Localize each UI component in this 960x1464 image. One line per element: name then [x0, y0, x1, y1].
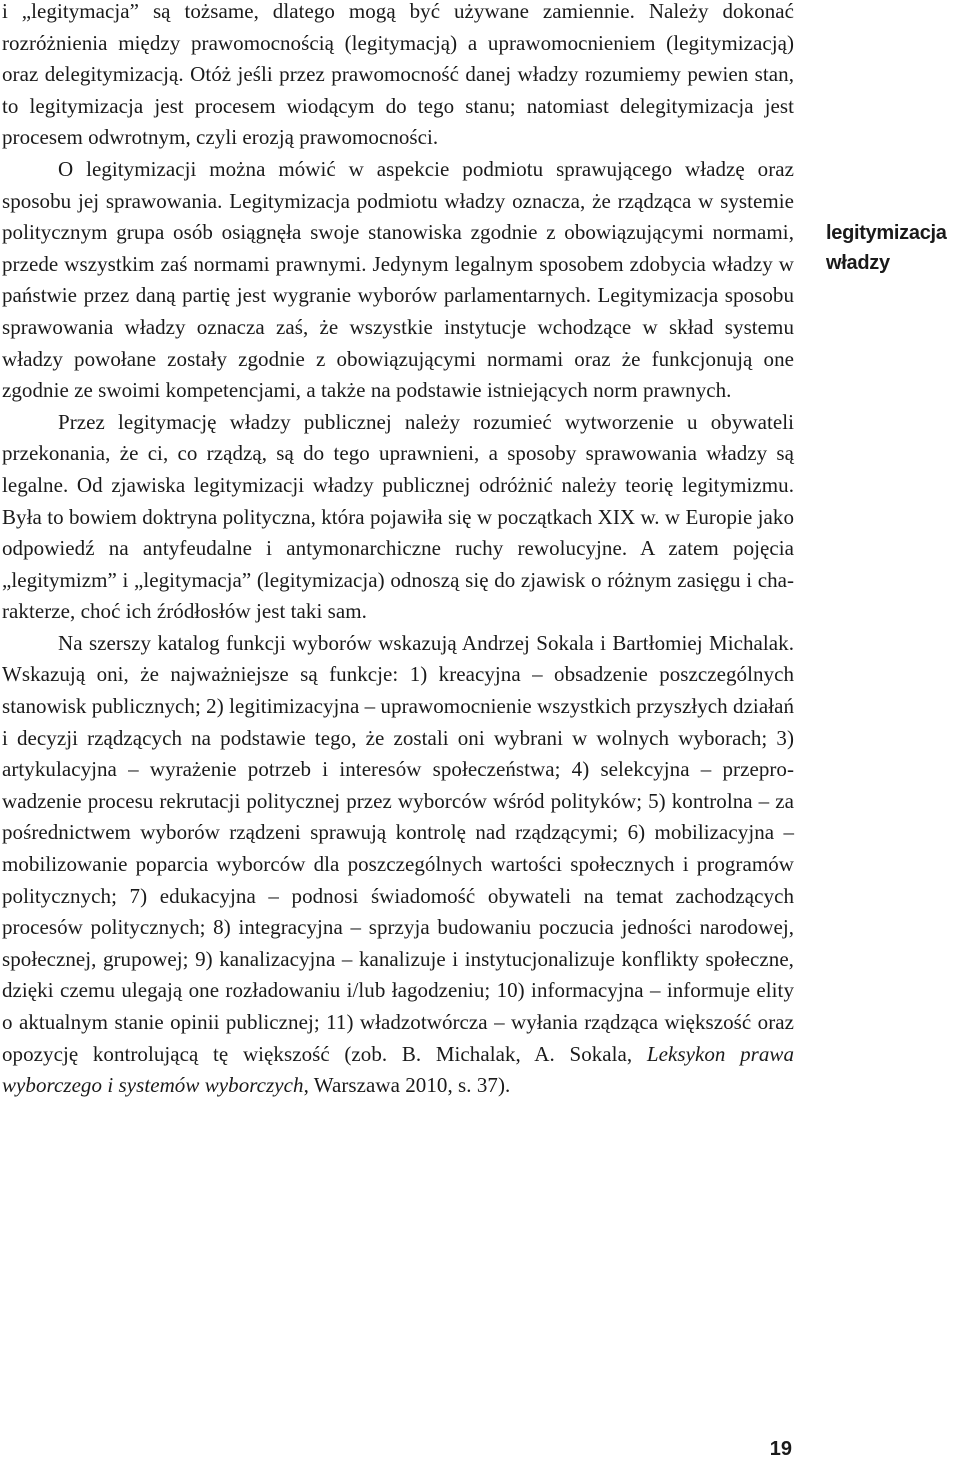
- page-number: 19: [769, 1438, 792, 1460]
- margin-note: [826, 218, 960, 278]
- main-text-column: [2, 0, 794, 1102]
- paragraph-legitymacja-definition: i „legitymacja” są tożsame, dlatego mogą być używane zamiennie. Należy dokonać rozróżnienia między prawomocnością (legitymacją) a uprawomocnieniem (legitymizacją) oraz delegitymizacją. Otóż jeśli przez prawomocność danej władzy rozumiemy pewien stan, to legitymizacja jest procesem wiodącym do tego stanu; natomiast delegitymizacja jest procesem odwrotnym, czyli erozją prawomocności.: [2, 0, 794, 150]
- paragraph-legitymizacja-aspects: O legitymizacji można mówić w aspekcie podmiotu sprawującego władzę oraz sposobu jej sprawowania. Legitymizacja podmiotu władzy oznacza, że rządząca w systemie politycznym grupa osób osiągnęła swoje stanowiska zgodnie z obowiązującymi normami, przede wszystkim zaś normami prawnymi. Jedynym legalnym sposobem zdobycia władzy w państwie przez daną partię jest wygranie wyborów parlamentarnych. Legitymizacja sposobu sprawowania władzy oznacza zaś, że wszystkie instytucje wchodzące w skład systemu władzy powołane zostały zgodnie z obowiązującymi normami oraz że funkcjonują one zgodnie ze swoimi kompetencjami, a także na podstawie istniejących norm prawnych.: [2, 156, 794, 403]
- election-functions-text: Na szerszy katalog funkcji wyborów wskazują Andrzej Sokala i Bartłomiej Michalak. Wskazują oni, że najważniejsze są funkcje: 1) kreacyjna – obsadzenie poszczególnych stanowisk publicznych; 2) legitimizacyjna – uprawomocnienie wszystkich przyszłych działań i decyzji rządzących na podstawie tego, że zostali oni wybrani w wolnych wyborach; 3) artykulacyjna – wyrażenie potrzeb i interesów społeczeństwa; 4) selekcyjna – przeprowadzenie procesu rekrutacji politycznej przez wyborców wśród polityków; 5) kontrolna – za pośrednictwem wyborów rządzeni sprawują kontrolę nad rządzącymi; 6) mobilizacyjna – mobilizowanie poparcia wyborców dla poszczególnych wartości społecznych i programów politycznych; 7) edukacyjna – podnosi świadomość obywateli na temat zachodzących procesów politycznych; 8) integracyjna – sprzyja budowaniu poczucia jedności narodowej, społecznej, grupowej; 9) kanalizacyjna – kanalizuje i instytucjonalizuje konflikty społeczne, dzięki czemu ulegają one rozładowaniu i/lub łagodzeniu; 10) informacyjna – informuje elity o aktualnym stanie opinii publicznej; 11) władzotwórcza – wyłania rządząca większość oraz opozycję kontrolującą tę większość (zob. B. Michalak, A. Sokala,: [2, 630, 794, 1066]
- paragraph-legitymizm-theory: Przez legitymację władzy publicznej należy rozumieć wytworzenie u obywateli przekonania, że ci, co rządzą, są do tego uprawnieni, a sposoby sprawowania władzy są legalne. Od zjawiska legitymizacji władzy publicznej odróżnić należy teorię legitymizmu. Była to bowiem doktryna polityczna, która pojawiła się w początkach XIX w. w Europie jako odpowiedź na antyfeudalne i antymonarchiczne ruchy rewolucyjne. A zatem pojęcia „legitymizm” i „legitymacja” (legitymizacja) odnoszą się do zjawisk o różnym zasięgu i charakterze, choć ich źródłosłów jest taki sam.: [2, 409, 794, 624]
- margin-note-line-1: legitymizacja: [826, 222, 947, 244]
- paragraph-election-functions: [2, 628, 794, 1102]
- book-title-reference: Leksykon prawa wyborczego i systemów wyborczych: [2, 1041, 795, 1098]
- citation-tail: , Warszawa 2010, s. 37).: [303, 1073, 511, 1098]
- margin-note-line-2: władzy: [826, 252, 890, 274]
